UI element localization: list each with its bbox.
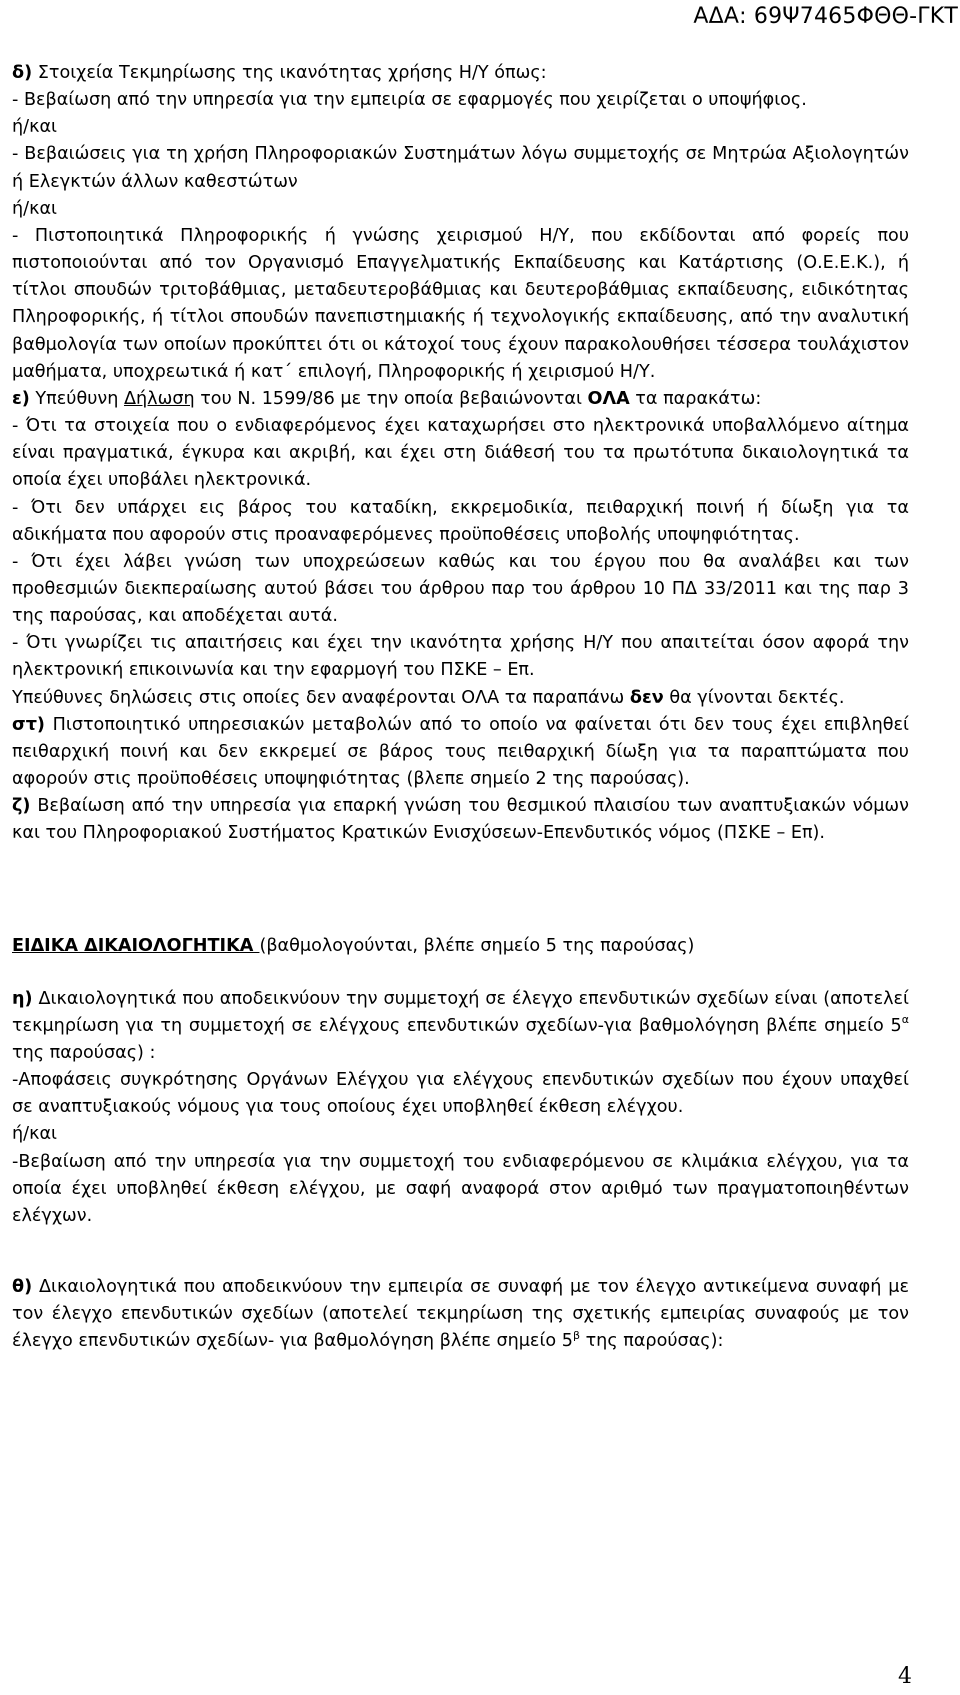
section-d-item-2: - Βεβαιώσεις για τη χρήση Πληροφοριακών Συστημάτων λόγω συμμετοχής σε Μητρώα Αξιολογητών ή Ελεγκτών άλλων καθεστώτων: [12, 144, 909, 192]
section-e-label: ε): [12, 388, 30, 409]
section-d-item-3: - Πιστοποιητικά Πληροφορικής ή γνώσης χειρισμού Η/Υ, που εκδίδονται από φορείς που πιστοποιούνται από τον Οργανισμό Επαγγελματικής Εκπαίδευσης και Κατάρτισης (Ο.Ε.Ε.Κ.), ή τίτλοι σπουδών τριτοβάθμιας, μεταδευτεροβάθμιας και δευτεροβάθμιας εκπαίδευσης, ειδικότητας Πληροφορικής, ή τίτλοι σπουδών πανεπιστημιακής ή τεχνολογικής εκπαίδευσης, από την αναλυτική βαθμολογία των οποίων προκύπτει ότι οι κάτοχοί τους έχουν παρακολουθήσει τέσσερα τουλάχιστον μαθήματα, υποχρεωτικά ή κατ΄ επιλογή, Πληροφορικής ή χειρισμού Η/Υ.: [12, 225, 909, 382]
section-e: [12, 386, 909, 413]
section-e-item-1: - Ότι τα στοιχεία που ο ενδιαφερόμενος έχει καταχωρήσει στο ηλεκτρονικά υποβαλλόμενο αίτημα είναι πραγματικά, έγκυρα και ακριβή, και έχει στη διάθεσή του τα πρωτότυπα δικαιολογητικά τα οποία έχει υποβάλει ηλεκτρονικά.: [12, 416, 909, 491]
section-e-item-2: - Ότι δεν υπάρχει εις βάρος του καταδίκη, εκκρεμοδικία, πειθαρχική ποινή ή δίωξη για τα αδικήματα που αφορούν στις προαναφερόμενες προϋποθέσεις υποβολής υποψηφιότητας.: [12, 497, 909, 545]
section-h: [12, 986, 909, 1067]
section-d-or-1: ή/και: [12, 117, 57, 138]
section-e-note-a: Υπεύθυνες δηλώσεις στις οποίες δεν αναφέρονται ΟΛΑ τα παραπάνω: [12, 687, 630, 708]
section-th-label: θ): [12, 1277, 33, 1298]
section-e-item-4: - Ότι γνωρίζει τις απαιτήσεις και έχει την ικανότητα χρήσης Η/Υ που απαιτείται όσον αφορά την ηλεκτρονική επικοινωνία και την εφαρμογή του ΠΣΚΕ – Επ.: [12, 633, 909, 681]
section-d-title: Στοιχεία Τεκμηρίωσης της ικανότητας χρήσης Η/Υ όπως:: [32, 63, 547, 83]
section-d-or-2: ή/και: [12, 198, 57, 219]
special-heading: [12, 933, 909, 960]
section-e-bold: ΟΛΑ: [587, 388, 630, 409]
section-h-item-2: -Βεβαίωση από την υπηρεσία για την συμμετοχή του ενδιαφερόμενου σε κλιμάκια ελέγχου, για τα οποία έχει υποβληθεί έκθεση ελέγχου, με σαφή αναφορά στον αριθμό των πραγματοποιηθέντων ελέγχων.: [12, 1151, 909, 1226]
section-th: [12, 1274, 909, 1355]
section-h-text-b: της παρούσας) :: [12, 1043, 156, 1063]
section-th-text-b: της παρούσας):: [579, 1331, 724, 1352]
section-d-item-1: - Βεβαίωση από την υπηρεσία για την εμπειρία σε εφαρμογές που χειρίζεται ο υποψήφιος.: [12, 90, 807, 111]
section-e-text-b: Δήλωση: [123, 388, 195, 409]
section-h-item-1: -Αποφάσεις συγκρότησης Οργάνων Ελέγχου για ελέγχους επενδυτικών σχεδίων που έχουν υπαχθεί σε αναπτυξιακούς νόμους για τους οποίους έχει υποβληθεί έκθεση ελέγχου.: [12, 1070, 909, 1118]
section-th-text-a: Δικαιολογητικά που αποδεικνύουν την εμπειρία σε συναφή με τον έλεγχο αντικείμενα συναφή με τον έλεγχο επενδυτικών σχεδίων (αποτελεί τεκμηρίωση της σχετικής εμπειρίας συναφούς με τον έλεγχο επενδυτικών σχεδίων- για βαθμολόγηση βλέπε σημείο 5: [12, 1277, 909, 1352]
section-h-sup: α: [901, 1012, 909, 1026]
section-st: [12, 712, 909, 793]
section-h-label: η): [12, 988, 33, 1009]
section-e-text-c: του Ν. 1599/86 με την οποία βεβαιώνονται: [194, 388, 588, 409]
section-e-note: [12, 685, 909, 712]
section-e-note-bold: δεν: [629, 687, 664, 708]
ada-code: ΑΔΑ: 69Ψ7465ΦΘΘ-ΓΚΤ: [693, 4, 958, 29]
section-z-text: Βεβαίωση από την υπηρεσία για επαρκή γνώση του θεσμικού πλαισίου των αναπτυξιακών νόμων και του Πληροφοριακού Συστήματος Κρατικών Ενισχύσεων-Επενδυτικός νόμος (ΠΣΚΕ – Επ).: [12, 796, 909, 844]
special-heading-note: (βαθμολογούνται, βλέπε σημείο 5 της παρούσας): [259, 935, 695, 956]
page-number: 4: [898, 1664, 912, 1689]
special-heading-title: ΕΙΔΙΚΑ ΔΙΚΑΙΟΛΟΓΗΤΙΚΑ: [12, 935, 260, 956]
section-e-text-a: Υπεύθυνη: [29, 388, 124, 409]
section-e-item-3: - Ότι έχει λάβει γνώση των υποχρεώσεων καθώς και του έργου που θα αναλάβει και των προθεσμιών διεκπεραίωσης αυτού βάσει του άρθρου παρ του άρθρου 10 ΠΔ 33/2011 και της παρ 3 της παρούσας, και αποδέχεται αυτά.: [12, 551, 909, 627]
section-h-or: ή/και: [12, 1124, 57, 1145]
document-body: [12, 60, 909, 1356]
section-z: [12, 793, 909, 847]
section-d-label: δ): [12, 63, 33, 83]
section-st-label: στ): [12, 714, 45, 735]
section-e-text-d: τα παρακάτω:: [629, 388, 762, 409]
section-e-note-c: θα γίνονται δεκτές.: [663, 687, 845, 708]
section-z-label: ζ): [12, 796, 31, 817]
section-th-sup: β: [572, 1328, 580, 1342]
section-h-text-a: Δικαιολογητικά που αποδεικνύουν την συμμετοχή σε έλεγχο επενδυτικών σχεδίων είναι (αποτελεί τεκμηρίωση για τη συμμετοχή σε ελέγχους επενδυτικών σχεδίων-για βαθμολόγηση βλέπε σημείο 5: [12, 988, 909, 1036]
section-st-text: Πιστοποιητικό υπηρεσιακών μεταβολών από το οποίο να φαίνεται ότι δεν τους έχει επιβληθεί πειθαρχική ποινή και δεν εκκρεμεί σε βάρος τους πειθαρχική δίωξη για τα παραπτώματα που αφορούν στις προϋποθέσεις υποψηφιότητας (βλεπε σημείο 2 της παρούσας).: [12, 714, 909, 790]
section-d: [12, 60, 909, 87]
